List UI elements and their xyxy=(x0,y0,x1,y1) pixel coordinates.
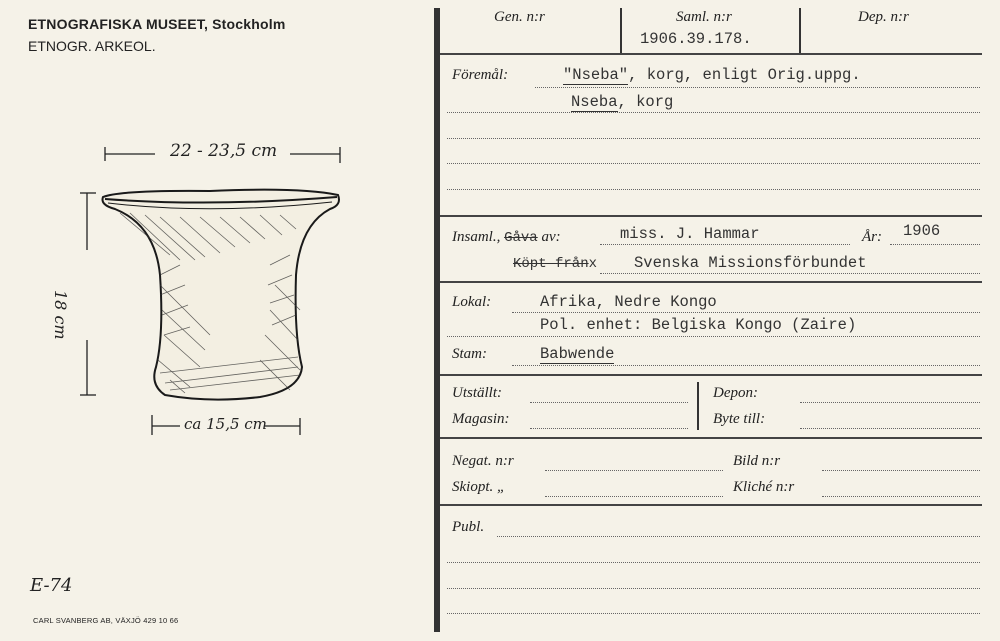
dotline xyxy=(512,312,980,313)
skiopt-label: Skiopt. „ xyxy=(452,479,506,495)
base-label: ca 15,5 cm xyxy=(184,415,267,433)
height-label: 18 cm xyxy=(51,290,70,340)
foremal-label: Föremål: xyxy=(452,67,509,83)
foremal-name-1: "Nseba" xyxy=(563,66,629,84)
saml-value: 1906.39.178. xyxy=(640,30,752,48)
width-label: 22 - 23,5 cm xyxy=(170,141,278,161)
dep-label: Dep. n:r xyxy=(858,9,909,25)
department-label: ETNOGR. ARKEOL. xyxy=(28,38,156,54)
byte-till-label: Byte till: xyxy=(713,411,766,427)
rule-negat xyxy=(440,504,982,506)
rule-misc xyxy=(440,437,982,439)
dotline xyxy=(447,588,980,589)
dotline xyxy=(530,428,688,429)
foremal-rest-1: , korg, enligt Orig.uppg. xyxy=(628,66,861,84)
foremal-name-2: Nseba xyxy=(571,93,618,111)
depon-label: Depon: xyxy=(713,385,758,401)
negat-label: Negat. n:r xyxy=(452,453,514,469)
dotline xyxy=(447,336,980,337)
dotline xyxy=(447,613,980,614)
foremal-line-1 xyxy=(563,66,861,84)
stam-label: Stam: xyxy=(452,346,487,362)
gava-struck: Gåva xyxy=(504,230,538,246)
rule-insaml xyxy=(440,281,982,283)
dotline xyxy=(535,87,980,88)
ar-label: År: xyxy=(862,229,882,245)
dotline xyxy=(447,138,980,139)
insaml-value: miss. J. Hammar xyxy=(620,225,760,243)
museum-name: ETNOGRAFISKA MUSEET, Stockholm xyxy=(28,16,286,32)
kopt-label: Köpt frånx xyxy=(513,256,598,272)
lokal-line-2: Pol. enhet: Belgiska Kongo (Zaire) xyxy=(540,316,857,334)
rule-foremal xyxy=(440,215,982,217)
dotline xyxy=(545,496,723,497)
rule-header xyxy=(440,53,982,55)
foremal-line-2 xyxy=(571,93,673,111)
stam-value: Babwende xyxy=(540,345,615,363)
rule-stam xyxy=(440,374,982,376)
dotline xyxy=(447,163,980,164)
lokal-line-1: Afrika, Nedre Kongo xyxy=(540,293,717,311)
saml-label: Saml. n:r xyxy=(676,9,732,25)
dotline xyxy=(530,402,688,403)
dotline xyxy=(800,428,980,429)
handwritten-note: E-74 xyxy=(30,575,73,596)
main-divider xyxy=(434,8,440,632)
dotline xyxy=(545,470,723,471)
basket-drawing xyxy=(60,135,360,445)
publ-label: Publ. xyxy=(452,519,485,535)
dotline xyxy=(600,273,980,274)
foremal-rest-2: , korg xyxy=(617,93,674,111)
dotline xyxy=(512,365,980,366)
printer-mark: CARL SVANBERG AB, VÄXJÖ 429 10 66 xyxy=(33,616,179,625)
dotline xyxy=(890,244,980,245)
header-divider-2 xyxy=(799,8,801,54)
dotline xyxy=(447,562,980,563)
kopt-value: Svenska Missionsförbundet xyxy=(634,254,867,272)
dotline xyxy=(447,189,980,190)
utstallt-label: Utställt: xyxy=(452,385,503,401)
lokal-label: Lokal: xyxy=(452,294,492,310)
magasin-label: Magasin: xyxy=(452,411,510,427)
header-divider-1 xyxy=(620,8,622,54)
bild-label: Bild n:r xyxy=(733,453,781,469)
dotline xyxy=(822,496,980,497)
dotline xyxy=(497,536,980,537)
dotline xyxy=(600,244,850,245)
insaml-label: Insaml., Gåva av: xyxy=(452,229,561,246)
misc-divider xyxy=(697,382,699,430)
kliche-label: Kliché n:r xyxy=(733,479,795,495)
gen-label: Gen. n:r xyxy=(494,9,545,25)
dotline xyxy=(447,112,980,113)
dotline xyxy=(800,402,980,403)
dotline xyxy=(822,470,980,471)
ar-value: 1906 xyxy=(903,222,941,240)
